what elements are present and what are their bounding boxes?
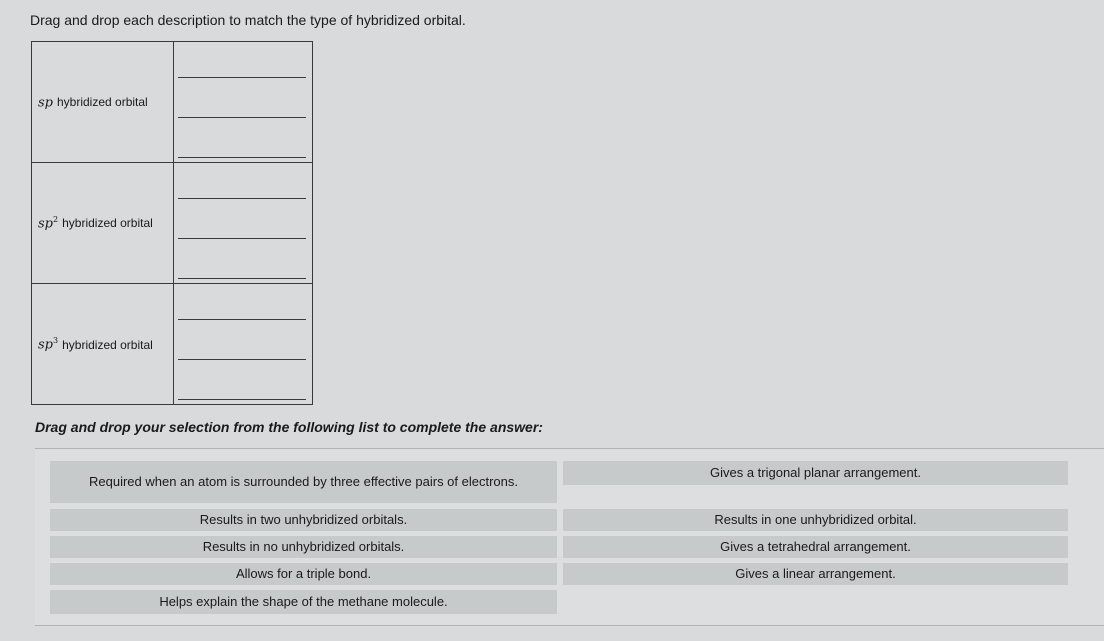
row-sp [32, 42, 312, 163]
option-chip[interactable]: Gives a trigonal planar arrangement. [563, 461, 1068, 485]
row-sp3 [32, 284, 312, 405]
drop-target[interactable] [178, 276, 306, 279]
orbital-symbol: sp [38, 95, 53, 111]
drop-target[interactable] [178, 75, 306, 78]
option-chip[interactable]: Helps explain the shape of the methane molecule. [50, 590, 557, 614]
row-sp2 [32, 163, 312, 284]
option-chip[interactable]: Required when an atom is surrounded by three effective pairs of electrons. [50, 461, 557, 503]
row-label-sp [32, 42, 174, 162]
match-table [31, 41, 313, 405]
orbital-label: hybridized orbital [62, 337, 153, 352]
option-chip[interactable]: Gives a tetrahedral arrangement. [563, 536, 1068, 558]
options-panel [35, 448, 1104, 626]
drop-target[interactable] [178, 397, 306, 400]
row-label-sp2 [32, 163, 174, 283]
orbital-label: hybridized orbital [62, 216, 153, 230]
option-chip[interactable]: Results in no unhybridized orbitals. [50, 536, 557, 558]
drop-target[interactable] [178, 357, 306, 360]
orbital-label: hybridized orbital [57, 95, 148, 109]
option-chip[interactable]: Gives a linear arrangement. [563, 563, 1068, 585]
option-chip[interactable]: Allows for a triple bond. [50, 563, 557, 585]
drop-target[interactable] [178, 115, 306, 118]
orbital-symbol: $sp^3$ [38, 336, 59, 353]
question-instruction: Drag and drop each description to match the type of hybridized orbital. [30, 12, 466, 28]
drop-target[interactable] [178, 236, 306, 239]
row-label-sp3 [32, 284, 174, 405]
list-heading: Drag and drop your selection from the following list to complete the answer: [35, 419, 543, 435]
option-chip[interactable]: Results in one unhybridized orbital. [563, 509, 1068, 531]
orbital-symbol: $sp^2$ [38, 214, 59, 232]
drop-target[interactable] [178, 155, 306, 158]
option-chip[interactable]: Results in two unhybridized orbitals. [50, 509, 557, 531]
drop-target[interactable] [178, 196, 306, 199]
drop-target[interactable] [178, 317, 306, 320]
